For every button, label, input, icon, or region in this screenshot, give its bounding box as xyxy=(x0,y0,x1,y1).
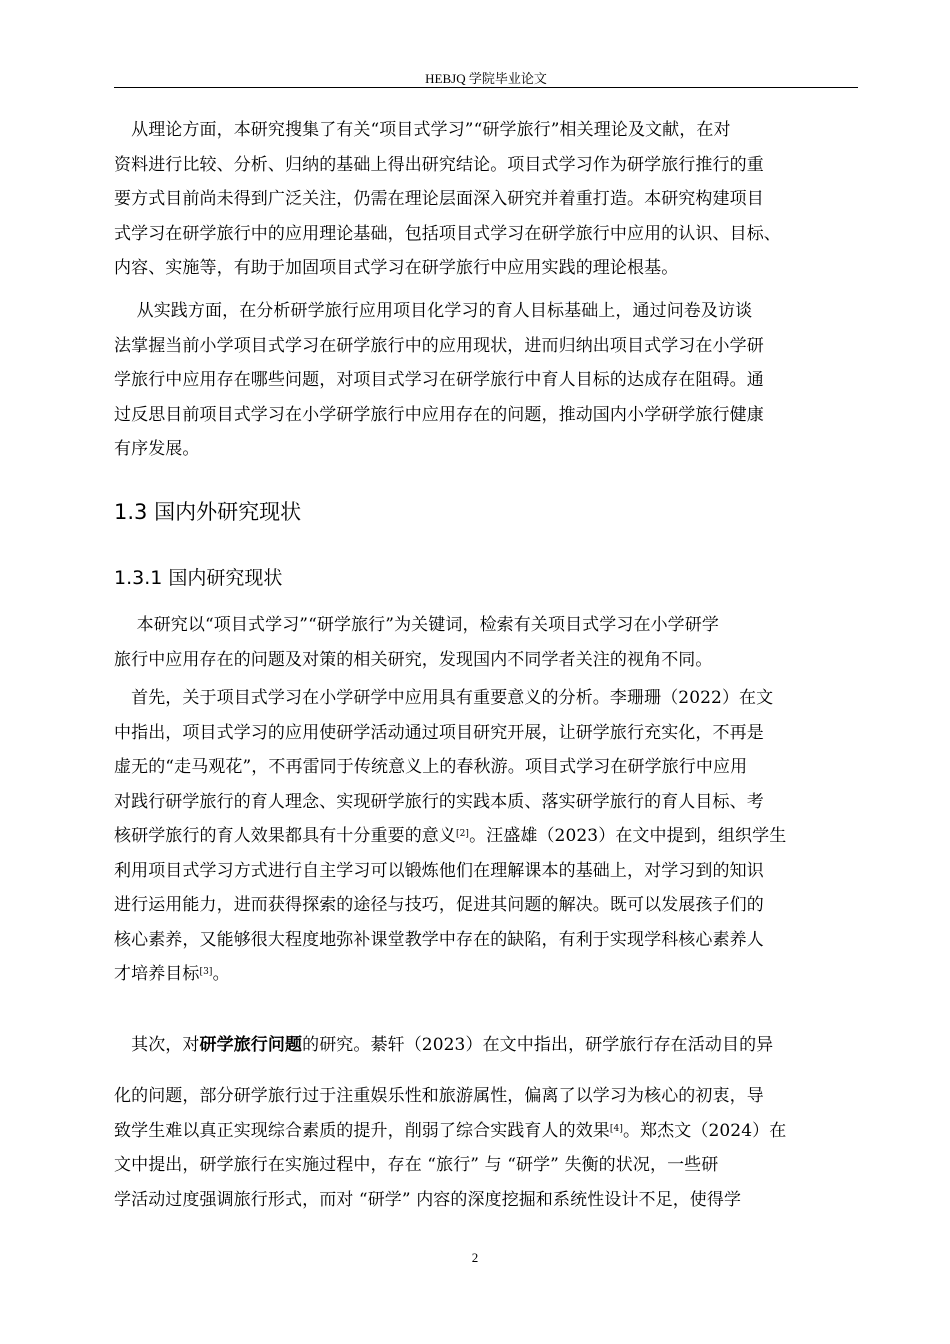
text-line: 学活动过度强调旅行形式，而对 “研学” 内容的深度挖掘和系统性设计不足，使得学 xyxy=(114,1189,742,1210)
text-line: 有序发展。 xyxy=(114,439,200,459)
text-line: 文中提出，研学旅行在实施过程中，存在 “旅行” 与 “研学” 失衡的状况，一些研 xyxy=(114,1155,719,1175)
text-line: 资料进行比较、分析、归纳的基础上得出研究结论。项目式学习作为研学旅行推行的重 xyxy=(114,154,764,175)
text-line: 内容、实施等，有助于加固项目式学习在研学旅行中应用实践的理论根基。 xyxy=(114,258,679,278)
text-span: 。 xyxy=(212,964,230,984)
citation-ref: [2] xyxy=(456,829,470,839)
text-line xyxy=(114,1028,858,1063)
header-rule xyxy=(114,87,858,88)
text-line xyxy=(114,957,858,992)
subsection-heading: 1.3.1 国内研究现状 xyxy=(114,567,283,589)
text-span: 其次，对 xyxy=(114,1035,200,1055)
text-span: 核研学旅行的育人效果都具有十分重要的意义 xyxy=(114,826,456,846)
text-line: 从理论方面，本研究搜集了有关“项目式学习”“研学旅行”相关理论及文献，在对 xyxy=(114,120,731,140)
text-line: 虚无的“走马观花”，不再雷同于传统意义上的春秋游。项目式学习在研学旅行中应用 xyxy=(114,757,748,777)
paragraph-significance xyxy=(114,681,858,992)
text-span: 致学生难以真正实现综合素质的提升，削弱了综合实践育人的效果 xyxy=(114,1120,610,1141)
text-line: 中指出，项目式学习的应用使研学活动通过项目研究开展，让研学旅行充实化，不再是 xyxy=(114,722,764,743)
text-line: 法掌握当前小学项目式学习在研学旅行中的应用现状，进而归纳出项目式学习在小学研 xyxy=(114,335,764,356)
text-line: 首先，关于项目式学习在小学研学中应用具有重要意义的分析。李珊珊（2022）在文 xyxy=(114,688,774,708)
text-line: 学旅行中应用存在哪些问题，对项目式学习在研学旅行中育人目标的达成存在阻碍。通 xyxy=(114,370,764,390)
text-line: 要方式目前尚未得到广泛关注，仍需在理论层面深入研究并着重打造。本研究构建项目 xyxy=(114,189,764,209)
text-line: 对践行研学旅行的育人理念、实现研学旅行的实践本质、落实研学旅行的育人目标、考 xyxy=(114,791,764,812)
text-line: 化的问题，部分研学旅行过于注重娱乐性和旅游属性，偏离了以学习为核心的初衷，导 xyxy=(114,1086,764,1106)
text-span: 。汪盛雄（2023）在文中提到，组织学生 xyxy=(469,826,787,846)
text-span: 才培养目标 xyxy=(114,964,200,984)
text-line: 利用项目式学习方式进行自主学习可以锻炼他们在理解课本的基础上，对学习到的知识 xyxy=(114,860,764,881)
paragraph-problems xyxy=(114,1079,858,1217)
bold-term: 研学旅行问题 xyxy=(199,1035,303,1055)
paragraph-theory xyxy=(114,113,858,286)
section-heading: 1.3 国内外研究现状 xyxy=(114,500,302,524)
text-line: 核心素养，又能够很大程度地弥补课堂教学中存在的缺陷，有利于实现学科核心素养人 xyxy=(114,929,764,950)
paragraph-keywords xyxy=(114,608,858,677)
text-line xyxy=(114,1114,858,1149)
page-number: 2 xyxy=(471,1250,479,1265)
text-line xyxy=(114,819,858,854)
text-span: 。郑杰文（2024）在 xyxy=(622,1120,787,1141)
text-line: 旅行中应用存在的问题及对策的相关研究，发现国内不同学者关注的视角不同。 xyxy=(114,649,713,670)
text-line: 过反思目前项目式学习在小学研学旅行中应用存在的问题，推动国内小学研学旅行健康 xyxy=(114,404,764,425)
citation-ref: [3] xyxy=(199,967,213,977)
text-line: 从实践方面，在分析研学旅行应用项目化学习的育人目标基础上，通过问卷及访谈 xyxy=(114,301,753,321)
paragraph-problems-line1 xyxy=(114,1028,858,1063)
running-header: HEBJQ 学院毕业论文 xyxy=(425,71,547,86)
text-line: 进行运用能力，进而获得探索的途径与技巧，促进其问题的解决。既可以发展孩子们的 xyxy=(114,895,764,915)
text-span: 的研究。綦轩（2023）在文中指出，研学旅行存在活动目的异 xyxy=(302,1035,774,1055)
text-line: 式学习在研学旅行中的应用理论基础，包括项目式学习在研学旅行中应用的认识、目标、 xyxy=(114,223,781,244)
text-line: 本研究以“项目式学习”“研学旅行”为关键词，检索有关项目式学习在小学研学 xyxy=(114,615,719,635)
citation-ref: [4] xyxy=(609,1123,623,1134)
paragraph-practice xyxy=(114,294,858,467)
